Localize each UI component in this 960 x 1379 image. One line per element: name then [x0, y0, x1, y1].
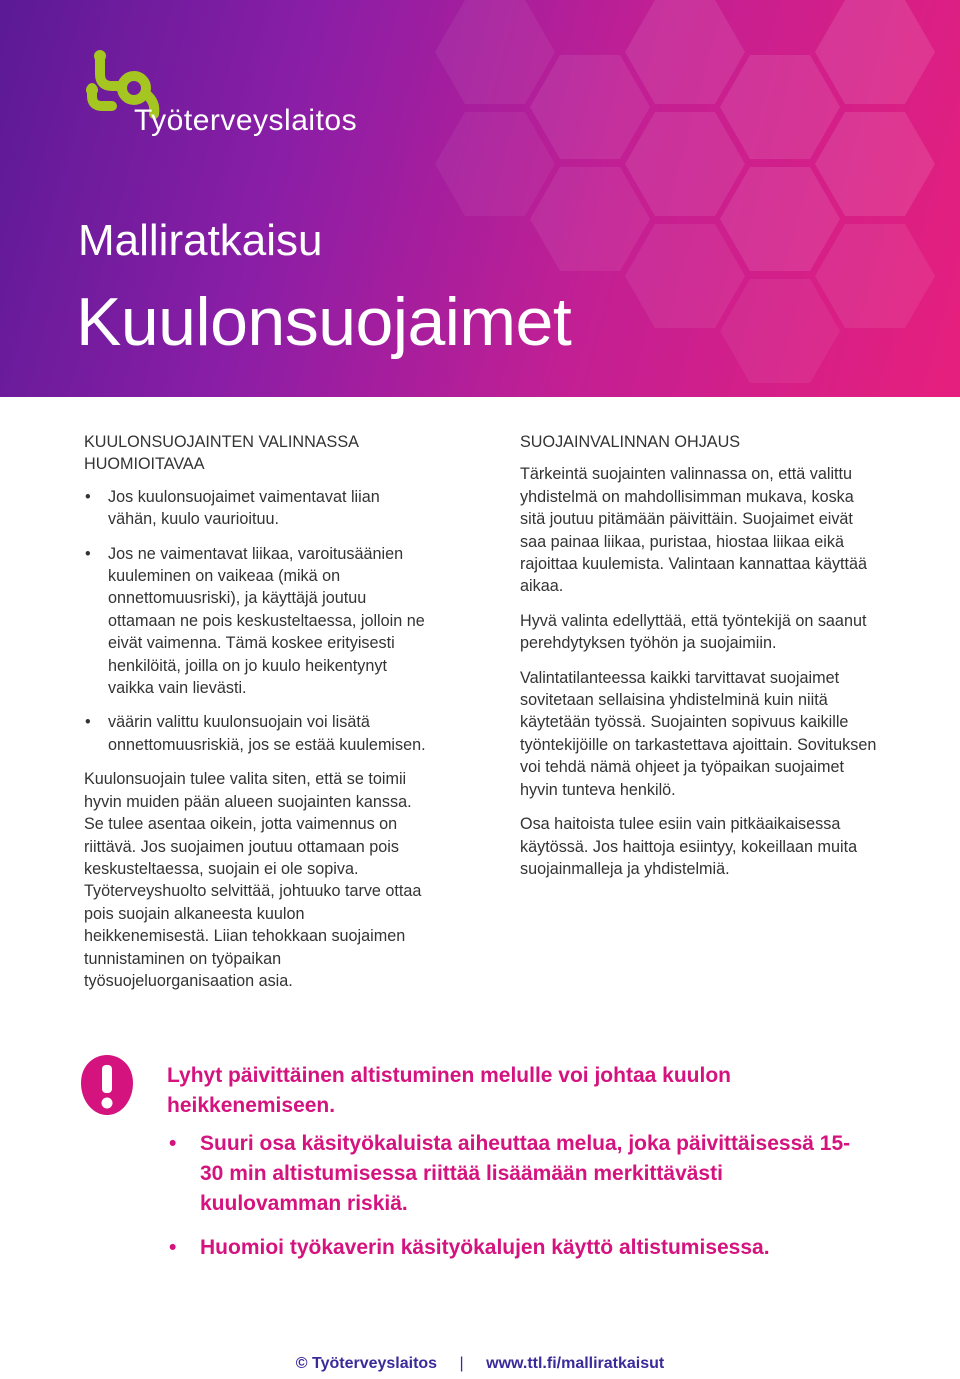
list-item: • väärin valittu kuulonsuojain voi lisätä onnettomuusriskiä, jos se estää kuulemisen. [84, 711, 429, 756]
warning-list [167, 1129, 857, 1277]
left-paragraph: Kuulonsuojain tulee valita siten, että se toimii hyvin muiden pään alueen suojainten kanssa. Se tulee asentaa oikein, jotta vaimennus on riittävä. Jos suojaimen joutuu ottamaan pois keskusteltaessa, suojain ei ole sopiva. Työterveyshuolto selvittää, johtuuko tarve ottaa pois suojain alkaneesta kuulon heikkenemisestä. Liian tehokkaan suojaimen tunnistaminen on työpaikan työsuojeluorganisaation asia. [84, 770, 422, 990]
right-paragraph: Tärkeintä suojainten valinnassa on, että valittu yhdistelmä on mahdollisimman mukava, koska sitä joutuu pitämään päivittäin. Suojaimet eivät saa painaa liikaa, puristaa, hiostaa liikaa eikä rajoittaa kuulemista. Valintaan kannattaa käyttää aikaa. [520, 465, 868, 596]
hexagon-shape [625, 112, 745, 216]
hexagon-shape [720, 55, 840, 159]
left-heading: KUULONSUOJAINTEN VALINNASSA HUOMIOITAVAA [84, 433, 359, 474]
footer-link[interactable]: www.ttl.fi/malliratkaisut [486, 1355, 665, 1372]
right-paragraph: Osa haitoista tulee esiin vain pitkäaikaisessa käytössä. Jos haittoja esiintyy, kokeillaan muita suojainmalleja ja yhdistelmiä. [520, 815, 858, 878]
hexagon-shape [435, 112, 555, 216]
right-paragraph: Hyvä valinta edellyttää, että työntekijä on saanut perehdytyksen työhön ja suojaimiin. [520, 611, 867, 653]
warning-headline: Lyhyt päivittäinen altistuminen melulle voi johtaa kuulon heikkenemiseen. [167, 1064, 731, 1117]
hexagon-shape [815, 0, 935, 104]
page-title: Kuulonsuojaimet [76, 284, 572, 360]
hexagon-shape [625, 224, 745, 328]
footer-copyright: © Työterveyslaitos [295, 1355, 438, 1372]
hexagon-shape [720, 167, 840, 271]
list-item: • Jos kuulonsuojaimet vaimentavat liian vähän, kuulo vaurioituu. [84, 486, 429, 531]
list-item: • Suuri osa käsityökaluista aiheuttaa melua, joka päivittäisessä 15-30 min altistumisessa riittää lisäämään merkittävästi kuulovamman riskiä. [167, 1129, 857, 1219]
hexagon-shape [530, 167, 650, 271]
page-subtitle: Malliratkaisu [78, 216, 323, 265]
right-column [520, 431, 880, 892]
left-column [84, 431, 429, 1004]
hexagon-shape [815, 224, 935, 328]
hexagon-shape [720, 279, 840, 383]
list-item: • Jos ne vaimentavat liikaa, varoitusäänien kuuleminen on vaikeaa (mikä on onnettomuusriski), ja käyttäjä joutuu ottamaan ne pois keskusteltaessa, jolloin ne eivät vaimenna. Tämä koskee erityisesti henkilöitä, joilla on jo kuulo heikentynyt vaikka vain lievästi. [84, 543, 429, 700]
list-item: • Huomioi työkaverin käsityökalujen käyttö altistumisessa. [167, 1233, 857, 1263]
hexagon-shape [815, 112, 935, 216]
footer [0, 1355, 960, 1373]
left-bullet-list [84, 486, 429, 756]
footer-separator: | [459, 1355, 464, 1372]
hexagon-shape [625, 0, 745, 104]
exclamation-icon [78, 1053, 136, 1117]
right-heading: SUOJAINVALINNAN OHJAUS [520, 433, 741, 451]
right-paragraph: Valintatilanteessa kaikki tarvittavat suojaimet sovitetaan sellaisina yhdistelminä kuin niitä käytetään työssä. Suojainten sopivuus kaikille työntekijöille on tarkastettava ajoittain. Sovituksen voi tehdä nämä ohjeet ja työpaikan suojaimet hyvin tunteva henkilö. [520, 668, 877, 799]
hexagon-shape [435, 0, 555, 104]
hexagon-shape [530, 55, 650, 159]
brand-name: Työterveyslaitos [134, 104, 358, 137]
header-banner [0, 0, 960, 397]
